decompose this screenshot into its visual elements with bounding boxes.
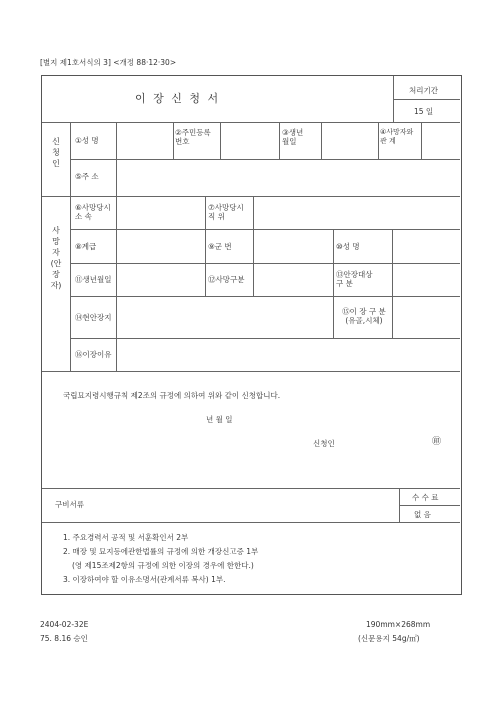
label-branch: ⑨군 번 xyxy=(208,242,232,251)
row-line xyxy=(70,159,460,160)
row-line xyxy=(70,229,460,230)
label-position: ⑦사망당시 직 위 xyxy=(208,203,244,221)
doc-item: 1. 주요경력서 공적 및 서훈확인서 2부 xyxy=(63,533,189,542)
header-note: [별지 제1호서식의 3] <개정 88·12·30> xyxy=(40,58,177,67)
docs-label: 구비서류 xyxy=(55,500,84,509)
col-line xyxy=(116,159,117,196)
row-line xyxy=(42,522,460,523)
label-deceased-name: ⑩성 명 xyxy=(336,242,360,251)
col-line xyxy=(220,122,221,159)
label-relation: ④사망자와 관 계 xyxy=(380,128,414,145)
col-line xyxy=(70,122,71,371)
row-line xyxy=(42,371,460,372)
row-line xyxy=(70,263,460,264)
label-death-type: ⑫사망구분 xyxy=(208,275,245,284)
col-line xyxy=(399,488,400,522)
col-line xyxy=(321,122,322,159)
doc-item: (영 제15조제2항의 규정에 의한 이장의 경우에 한한다.) xyxy=(72,561,254,570)
form-title: 이 장 신 청 서 xyxy=(135,92,221,105)
row-line xyxy=(399,505,460,506)
paper-size: 190mm×268mm xyxy=(366,620,431,629)
label-dob: ③생년 월일 xyxy=(282,128,304,146)
form-code: 2404-02-32E xyxy=(40,620,89,629)
label-name: ①성 명 xyxy=(75,136,99,145)
row-line xyxy=(42,196,460,197)
paper-spec: (신문용지 54g/㎡) xyxy=(358,634,420,643)
col-line xyxy=(279,122,280,159)
col-line xyxy=(116,196,117,338)
applicant-sign-label: 신청인 xyxy=(313,439,335,448)
col-line xyxy=(173,122,174,159)
row-line xyxy=(393,99,460,100)
doc-item: 2. 매장 및 묘지등에관한법률의 규정에 의한 개장신고증 1부 xyxy=(63,547,259,556)
row-line xyxy=(42,122,460,123)
deceased-section-label: 사망자(안장자) xyxy=(50,226,62,290)
col-line xyxy=(116,338,117,371)
fee-value: 없 음 xyxy=(414,510,431,519)
col-line xyxy=(392,229,393,338)
row-line xyxy=(70,338,460,339)
col-line xyxy=(116,122,117,159)
col-line xyxy=(205,196,206,296)
label-reason: ⑯이장이유 xyxy=(75,350,112,359)
processing-label: 처리기간 xyxy=(409,86,438,95)
fee-label: 수 수 료 xyxy=(412,493,439,502)
label-address: ⑤주 소 xyxy=(75,172,99,181)
col-line xyxy=(253,196,254,296)
statement-text: 국립묘지령시행규칙 제2조의 규정에 의하여 위와 같이 신청합니다. xyxy=(63,391,281,400)
label-rrn: ②주민등록 번호 xyxy=(175,128,211,146)
label-transfer-type: ⑮이 장 구 분 (유골,시체) xyxy=(342,307,386,325)
label-deceased-dob: ⑪생년월일 xyxy=(75,275,112,284)
processing-value: 15 일 xyxy=(414,107,434,116)
label-current-site: ⑭현안장지 xyxy=(75,313,112,322)
label-rank: ⑥사망당시 소 속 xyxy=(75,203,111,221)
label-burial-type: ⑬안장대상 구 분 xyxy=(336,270,373,288)
row-line xyxy=(42,488,460,489)
seal-mark: ㊞ xyxy=(432,437,442,447)
col-line xyxy=(393,76,394,122)
col-line xyxy=(378,122,379,159)
col-line xyxy=(333,229,334,338)
approval-date: 75. 8.16 승인 xyxy=(40,634,88,643)
date-line: 년 월 일 xyxy=(206,415,233,424)
label-class: ⑧계급 xyxy=(75,242,97,251)
row-line xyxy=(70,296,460,297)
applicant-section-label: 신청인 xyxy=(52,137,60,168)
doc-item: 3. 이장하여야 할 이유소명서(관계서류 복사) 1부. xyxy=(63,575,226,584)
